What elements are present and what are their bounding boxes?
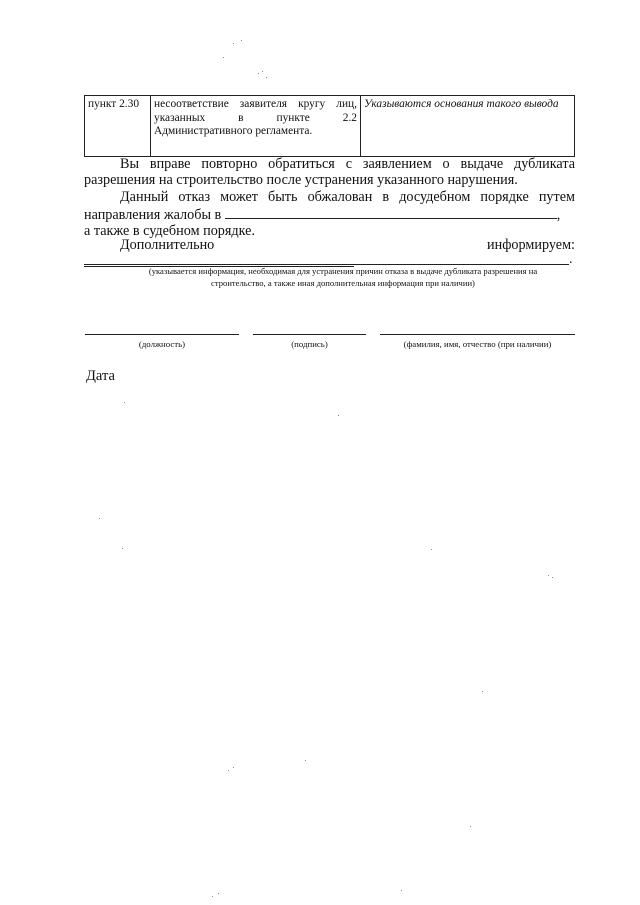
explanation-text: Указываются основания такого вывода [364, 98, 559, 110]
signature-caption: (подпись) [291, 339, 328, 349]
appeal-suffix: , [556, 206, 561, 223]
reapply-paragraph [84, 157, 575, 189]
appeal-line-2 [84, 206, 575, 224]
clause-cell [85, 96, 151, 157]
appeal-authority-blank [225, 206, 557, 219]
name-caption: (фамилия, имя, отчество (при наличии) [403, 339, 552, 349]
name-line [380, 334, 575, 335]
reapply-line-1: Вы вправе повторно обратиться с заявлением о выдаче дубликата [120, 156, 575, 172]
table-row [85, 96, 575, 157]
reason-cell [151, 96, 361, 157]
position-caption: (должность) [138, 339, 186, 349]
appeal-prefix: направления жалобы в [84, 206, 222, 223]
additional-info-note [110, 266, 576, 289]
appeal-paragraph [84, 190, 575, 239]
signature-line [253, 334, 366, 335]
reapply-line-2: разрешения на строительство после устранения указанного нарушения. [84, 171, 518, 188]
refusal-reasons-table [84, 95, 575, 157]
appeal-line-1: Данный отказ может быть обжалован в досудебном порядке путем [120, 189, 575, 205]
position-line [85, 334, 239, 335]
additional-info-label: Дополнительно информируем: [120, 237, 575, 253]
additional-info-rule [84, 264, 569, 265]
reason-line-1: несоответствие заявителя кругу лиц, [154, 98, 357, 110]
appeal-line-3: а также в судебном порядке. [84, 222, 256, 239]
reason-line-3: Административного регламента. [154, 125, 313, 137]
date-label: Дата [86, 368, 115, 384]
explanation-cell [361, 96, 575, 157]
clause-text: пункт 2.30 [88, 98, 140, 110]
note-line-1: (указывается информация, необходимая для устранения причин отказа в выдаче дубликата разрешения на [148, 266, 538, 276]
reason-line-2: указанных в пункте 2.2 [154, 111, 357, 124]
note-line-2: строительство, а также иная дополнительная информация при наличии) [211, 277, 475, 288]
additional-info-end: . [569, 252, 573, 267]
